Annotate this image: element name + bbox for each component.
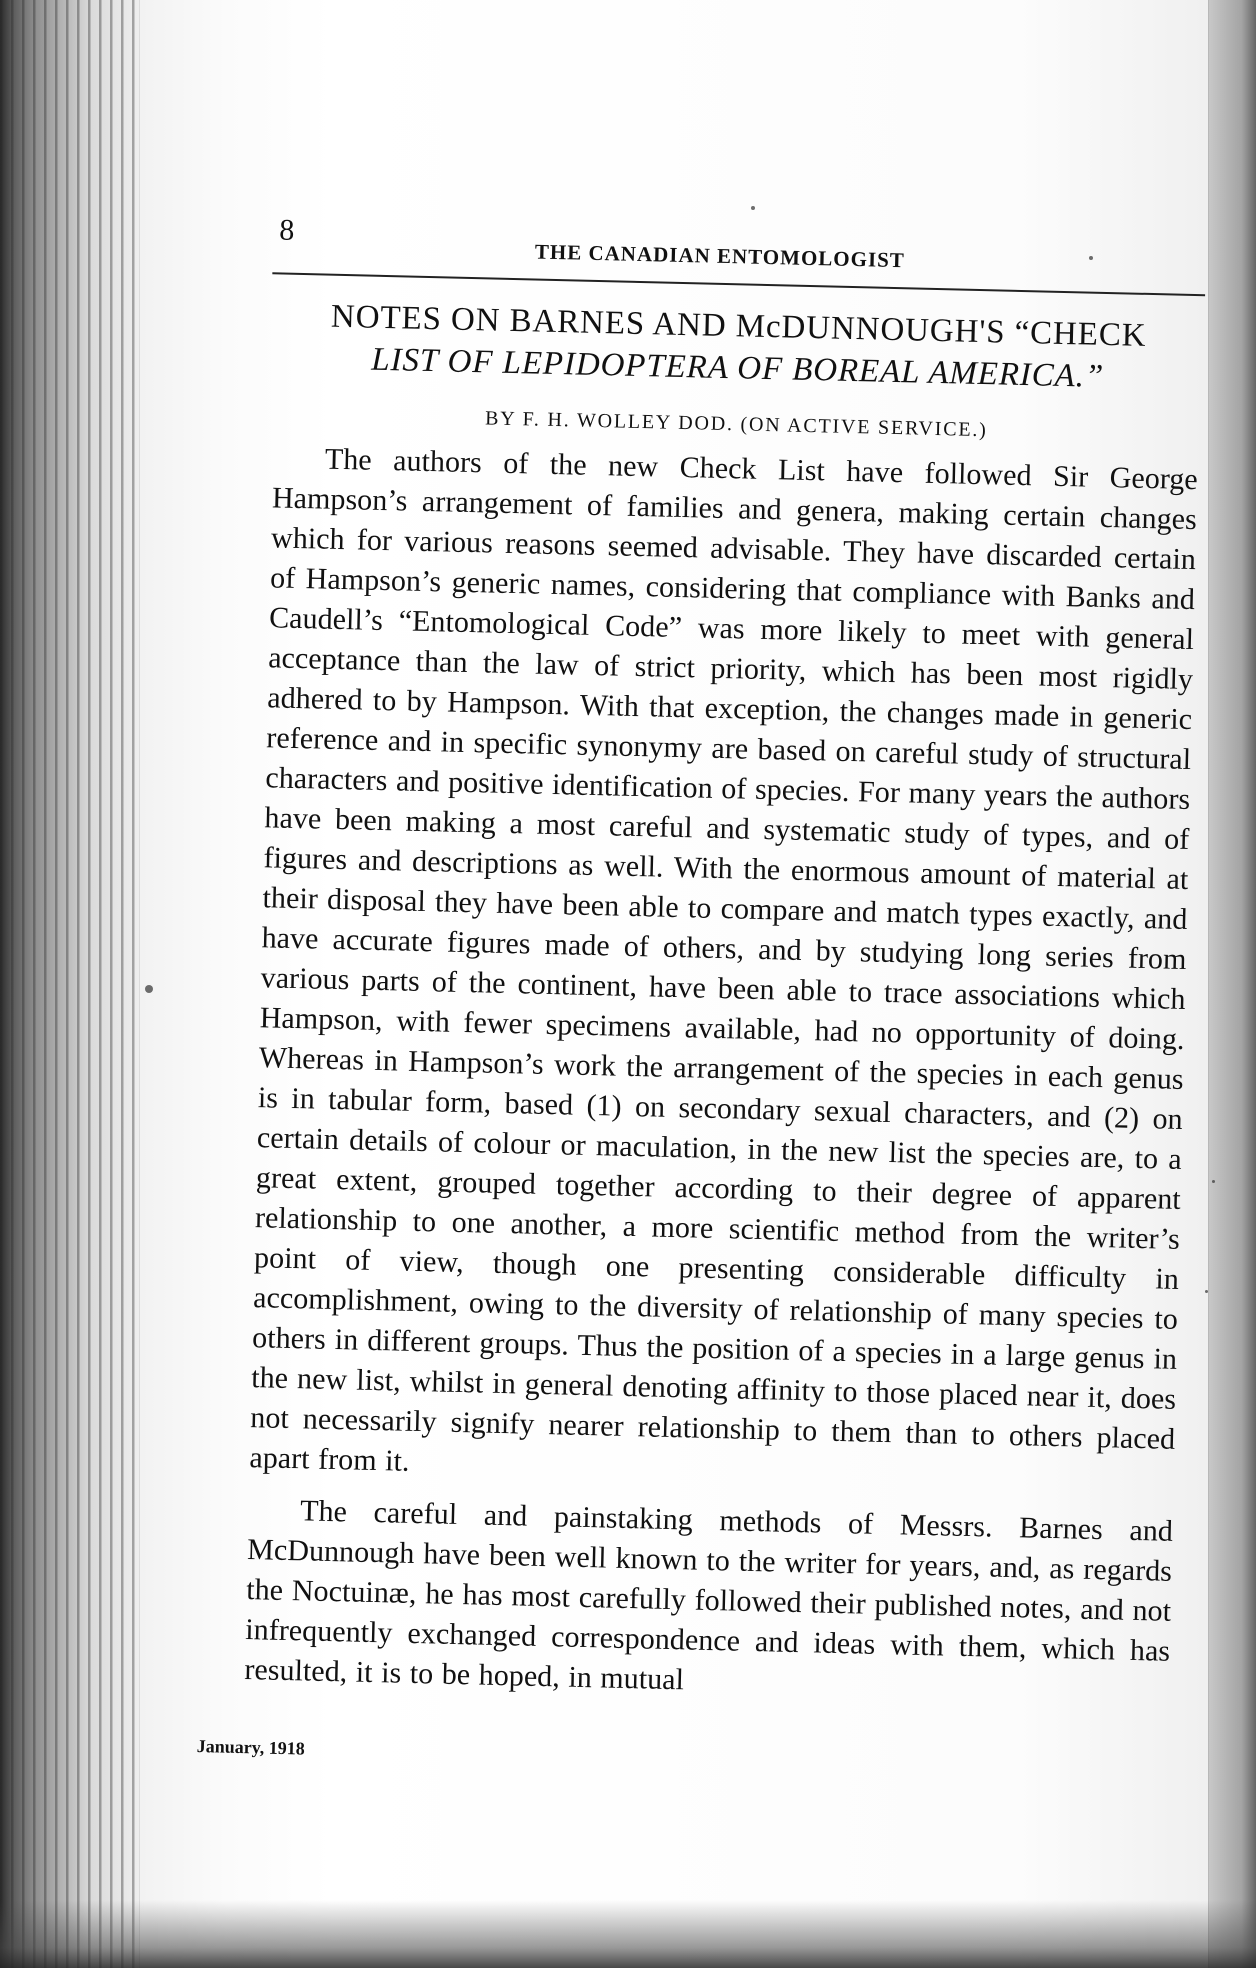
header-rule [272, 272, 1205, 296]
dust-speck [1089, 256, 1093, 260]
date-note: January, 1918 [196, 1736, 306, 1759]
article-body [244, 438, 1198, 1711]
body-paragraph-1: The authors of the new Check List have followed Sir George Hampson’s arrangement of families and genera, making certain changes which for various reasons seemed advisable. They have discarded certain of Hampson’s generic names, considering that compliance with Banks and Caudell’s “Entomological Code” was more likely to meet with general acceptance than the law of strict priority, which has been most rigidly adhered to by Hampson. With that exception, the changes made in generic reference and in specific synonymy are based on careful study of structural characters and positive identification of species. For many years the authors have been making a most careful and systematic study of types, and of figures and descriptions as well. With the enormous amount of material at their disposal they have been able to compare and match types exactly, and have accurate figures made of others, and by studying long series from various parts of the continent, have been able to trace associations which Hampson, with fewer specimens available, had no opportunity of doing. Whereas in Hampson’s work the arrangement of the species in each genus is in tabular form, based (1) on secondary sexual characters, and (2) on certain details of colour or maculation, in the new list the species are, to a great extent, grouped together according to their degree of apparent relationship to one another, a more scientific method from the writer’s point of view, though one presenting considerable difficulty in accomplishment, owing to the diversity of relationship of many species to others in different groups. Thus the position of a species in a large genus in the new list, whilst in general denoting affinity to those placed near it, does not necessarily signify nearer relationship to them than to others placed apart from it. [249, 442, 1199, 1478]
page-edge-shadow [1208, 0, 1256, 1968]
dust-speck [751, 206, 755, 210]
body-paragraph-2: The careful and painstaking methods of Messrs. Barnes and McDunnough have been well known to the writer for years, and, as regards the Noctuinæ, he has most carefully followed their published notes, and not infrequently exchanged correspondence and ideas with them, which has resulted, it is to be hoped, in mutual [244, 1494, 1174, 1697]
article-title [275, 294, 1202, 400]
dust-speck [145, 985, 153, 993]
article-title-line-2: LIST OF LEPIDOPTERA OF BOREAL AMERICA.” [370, 341, 1105, 395]
article-title-line-1: NOTES ON BARNES AND McDUNNOUGH'S “CHECK [330, 298, 1147, 354]
book-binding-edge [0, 0, 145, 1968]
page-content [141, 202, 1198, 1712]
author-byline: BY F. H. WOLLEY DOD. (ON ACTIVE SERVICE.) [484, 407, 988, 442]
journal-title: THE CANADIAN ENTOMOLOGIST [534, 239, 906, 273]
page-number: 8 [278, 213, 295, 247]
page-bottom-shadow [0, 1900, 1256, 1968]
